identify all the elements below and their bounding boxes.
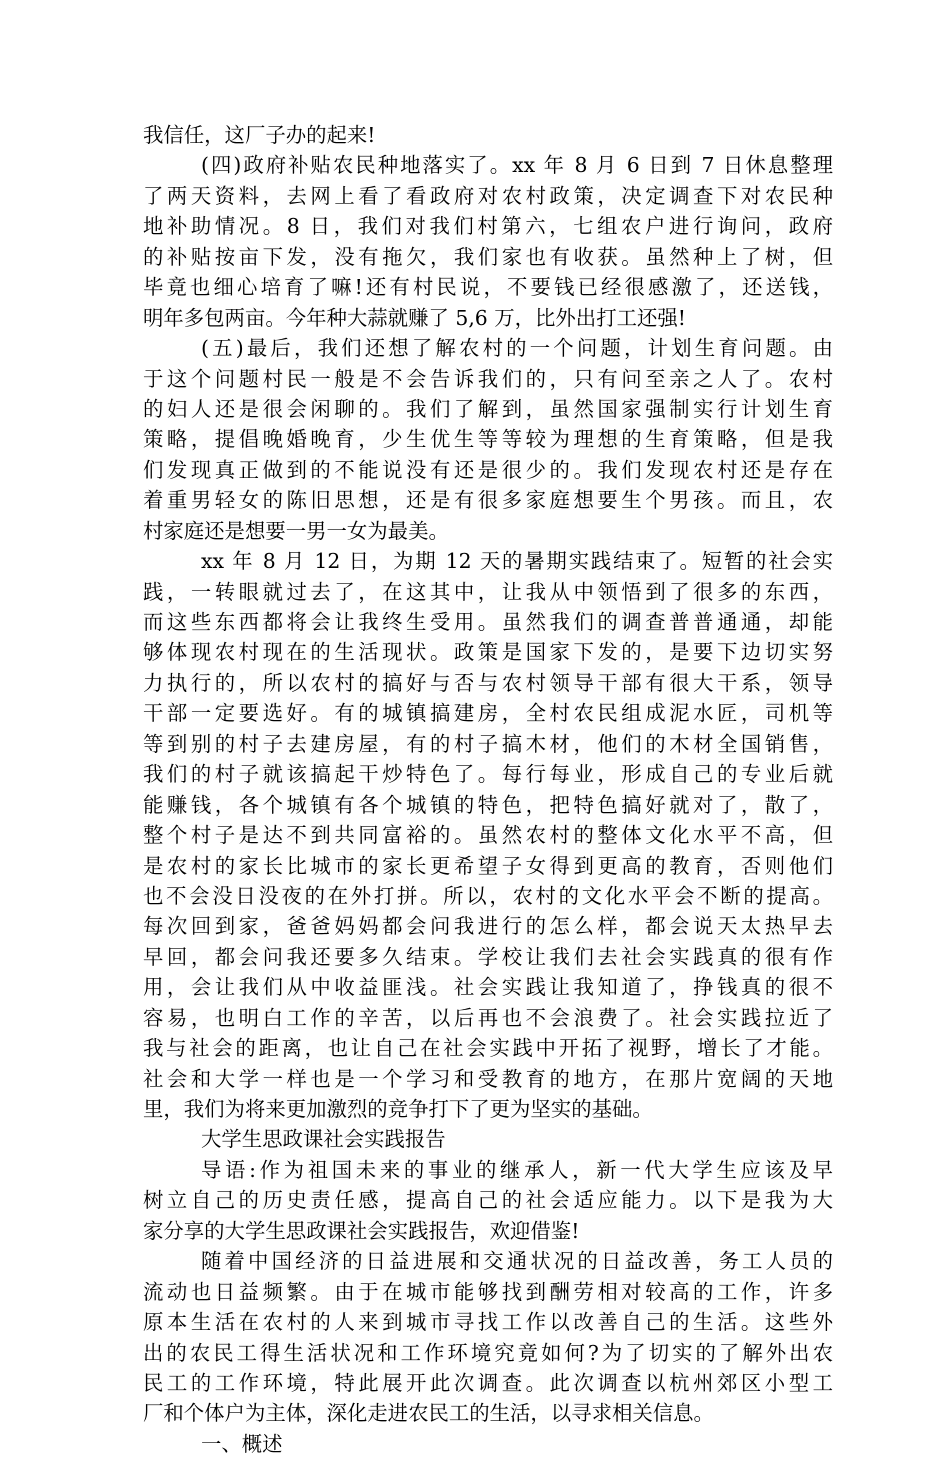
paragraph-p3 (143, 546, 833, 1124)
text-line: 一、概述 (201, 1431, 283, 1456)
text-line: 毕竟也细心培育了嘛!还有村民说，不要钱已经很感激了，还送钱， (143, 275, 833, 300)
text-line: 了两天资料，去网上看了看政府对农村政策，决定调查下对农民种 (143, 183, 833, 208)
text-line: 我信任，这厂子办的起来! (143, 123, 376, 147)
text-line: 等到别的村子去建房屋，有的村子搞木材，他们的木材全国销售， (143, 731, 833, 756)
text-line: 民工的工作环境，特此展开此次调查。此次调查以杭州郊区小型工 (143, 1370, 833, 1395)
text-line: 能赚钱，各个城镇有各个城镇的特色，把特色搞好就对了，散了， (143, 792, 833, 817)
text-line: 随着中国经济的日益进展和交通状况的日益改善，务工人员的 (201, 1249, 833, 1274)
text-line: 树立自己的历史责任感，提高自己的社会适应能力。以下是我为大 (143, 1188, 833, 1213)
text-line: 也不会没日没夜的在外打拼。所以，农村的文化水平会不断的提高。 (143, 883, 833, 908)
text-line: 原本生活在农村的人来到城市寻找工作以改善自己的生活。这些外 (143, 1310, 833, 1335)
text-line: (四)政府补贴农民种地落实了。xx 年 8 月 6 日到 7 日休息整理 (201, 153, 833, 178)
text-line: 流动也日益频繁。由于在城市能够找到酬劳相对较高的工作，许多 (143, 1279, 833, 1304)
text-line: 践，一转眼就过去了，在这其中，让我从中领悟到了很多的东西， (143, 579, 833, 604)
text-line: 家分享的大学生思政课社会实践报告，欢迎借鉴! (143, 1218, 580, 1243)
text-line: 我与社会的距离，也让自己在社会实践中开拓了视野，增长了才能。 (143, 1036, 833, 1061)
text-line: 出的农民工得生活状况和工作环境究竟如何?为了切实的了解外出农 (143, 1340, 833, 1365)
text-line: 于这个问题村民一般是不会告诉我们的，只有问至亲之人了。农村 (143, 366, 833, 391)
paragraph-p0 (143, 120, 833, 150)
text-line: 容易，也明白工作的辛苦，以后再也不会浪费了。社会实践拉近了 (143, 1005, 833, 1030)
text-line: 社会和大学一样也是一个学习和受教育的地方，在那片宽阔的天地 (143, 1066, 833, 1091)
paragraph-p4 (143, 1124, 833, 1154)
paragraph-p5 (143, 1155, 833, 1246)
text-line: 干部一定要选好。有的城镇搞建房，全村农民组成泥水匠，司机等 (143, 701, 833, 726)
text-line: 明年多包两亩。今年种大蒜就赚了 5,6 万，比外出打工还强! (143, 305, 686, 330)
paragraph-p7 (143, 1429, 833, 1459)
text-line: 用，会让我们从中收益匪浅。社会实践让我知道了，挣钱真的很不 (143, 975, 833, 1000)
text-line: 够体现农村现在的生活现状。政策是国家下发的，是要下边切实努 (143, 640, 833, 665)
text-line: 早回，都会问我还要多久结束。学校让我们去社会实践真的很有作 (143, 944, 833, 969)
text-line: 导语:作为祖国未来的事业的继承人，新一代大学生应该及早 (201, 1157, 833, 1182)
text-line: 而这些东西都将会让我终生受用。虽然我们的调查普普通通，却能 (143, 610, 833, 634)
text-line: 策略，提倡晚婚晚育，少生优生等等较为理想的生育策略，但是我 (143, 427, 833, 452)
text-line: 的补贴按亩下发，没有拖欠，我们家也有收获。虽然种上了树，但 (143, 244, 833, 269)
text-line: 每次回到家，爸爸妈妈都会问我进行的怎么样，都会说天太热早去 (143, 914, 833, 939)
text-line: xx 年 8 月 12 日，为期 12 天的暑期实践结束了。短暂的社会实 (201, 549, 833, 574)
text-line: (五)最后，我们还想了解农村的一个问题，计划生育问题。由 (201, 336, 833, 361)
text-line: 我们的村子就该搞起干炒特色了。每行每业，形成自己的专业后就 (143, 762, 833, 787)
text-line: 整个村子是达不到共同富裕的。虽然农村的整体文化水平不高，但 (143, 823, 833, 848)
text-line: 是农村的家长比城市的家长更希望子女得到更高的教育，否则他们 (143, 853, 833, 878)
text-line: 着重男轻女的陈旧思想，还是有很多家庭想要生个男孩。而且，农 (143, 488, 833, 513)
text-line: 的妇人还是很会闲聊的。我们了解到，虽然国家强制实行计划生育 (143, 396, 833, 421)
text-line: 村家庭还是想要一男一女为最美。 (143, 518, 449, 543)
document-body (143, 120, 833, 1459)
text-line: 大学生思政课社会实践报告 (201, 1127, 446, 1152)
text-line: 里，我们为将来更加激烈的竞争打下了更为坚实的基础。 (143, 1097, 653, 1121)
text-line: 地补助情况。8 日，我们对我们村第六，七组农户进行询问，政府 (143, 214, 833, 239)
text-line: 们发现真正做到的不能说没有还是很少的。我们发现农村还是存在 (143, 457, 833, 482)
paragraph-p1 (143, 150, 833, 333)
paragraph-p6 (143, 1246, 833, 1429)
text-line: 厂和个体户为主体，深化走进农民工的生活，以寻求相关信息。 (143, 1401, 714, 1426)
text-line: 力执行的，所以农村的搞好与否与农村领导干部有很大干系，领导 (143, 670, 833, 695)
paragraph-p2 (143, 333, 833, 546)
